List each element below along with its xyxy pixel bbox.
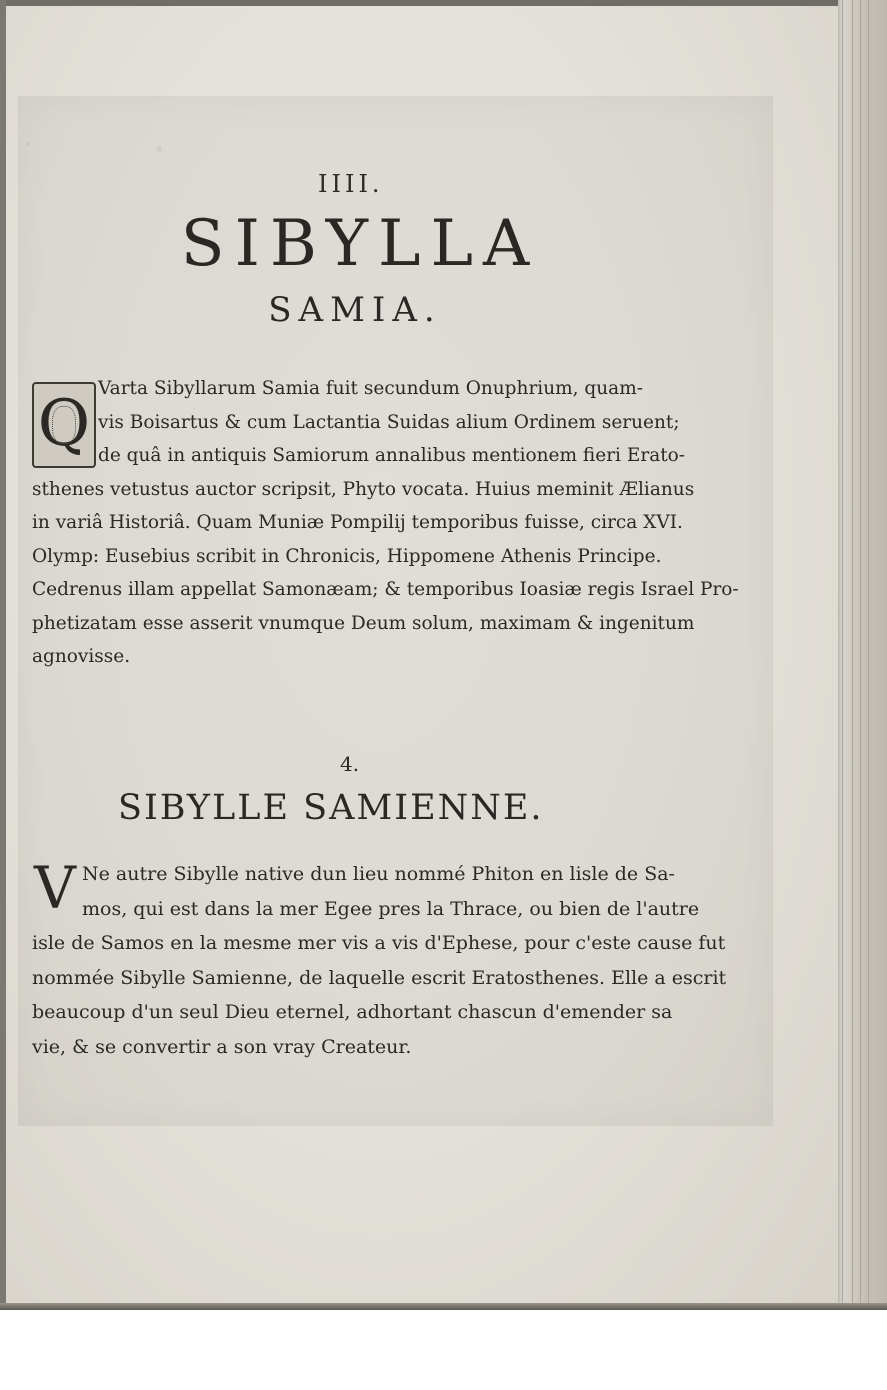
latin-line: Varta Sibyllarum Samia fuit secundum Onuphrium, quam- <box>98 378 644 399</box>
paper-stain <box>156 146 162 152</box>
french-line: mos, qui est dans la mer Egee pres la Thrace, ou bien de l'autre <box>82 897 700 920</box>
french-line: isle de Samos en la mesme mer vis a vis d'Ephese, pour c'este cause fut <box>32 932 726 954</box>
stacked-page-edges <box>838 0 887 1310</box>
latin-line: Cedrenus illam appellat Samonæam; & temporibus Ioasiæ regis Israel Pro- <box>32 579 739 600</box>
page-bottom-edge <box>0 1303 887 1310</box>
section-number: IIII. <box>318 170 384 198</box>
paper-stain <box>26 142 30 146</box>
french-paragraph <box>32 854 727 1064</box>
french-line: Ne autre Sibylle native dun lieu nommé Phiton en lisle de Sa- <box>82 863 675 885</box>
latin-line: de quâ in antiquis Samiorum annalibus mentionem fieri Erato- <box>98 445 686 466</box>
latin-line: phetizatam esse asserit vnumque Deum solum, maximam & ingenitum <box>32 612 695 634</box>
french-line: beaucoup d'un seul Dieu eternel, adhortant chascun d'emender sa <box>32 1001 673 1023</box>
page-top-edge <box>0 0 887 6</box>
latin-paragraph <box>32 372 739 674</box>
french-title: SIBYLLE SAMIENNE. <box>118 788 544 828</box>
french-drop-cap: V <box>34 854 76 922</box>
latin-line: agnovisse. <box>32 646 131 667</box>
french-section-number: 4. <box>340 752 360 776</box>
page-left-edge <box>0 0 6 1310</box>
french-line: vie, & se convertir a son vray Createur. <box>32 1035 412 1058</box>
page-title: SIBYLLA <box>180 207 540 281</box>
drop-cap-letter: Q <box>37 387 91 461</box>
latin-line: vis Boisartus & cum Lactantia Suidas alium Ordinem seruent; <box>98 411 680 433</box>
latin-line: sthenes vetustus auctor scripsit, Phyto vocata. Huius meminit Ælianus <box>32 478 695 500</box>
french-line: nommée Sibylle Samienne, de laquelle escrit Eratosthenes. Elle a escrit <box>32 966 727 989</box>
page-subtitle: SAMIA. <box>268 290 442 330</box>
latin-line: in variâ Historiâ. Quam Muniæ Pompilij temporibus fuisse, circa XVI. <box>32 512 683 533</box>
latin-line: Olymp: Eusebius scribit in Chronicis, Hippomene Athenis Principe. <box>32 545 662 567</box>
